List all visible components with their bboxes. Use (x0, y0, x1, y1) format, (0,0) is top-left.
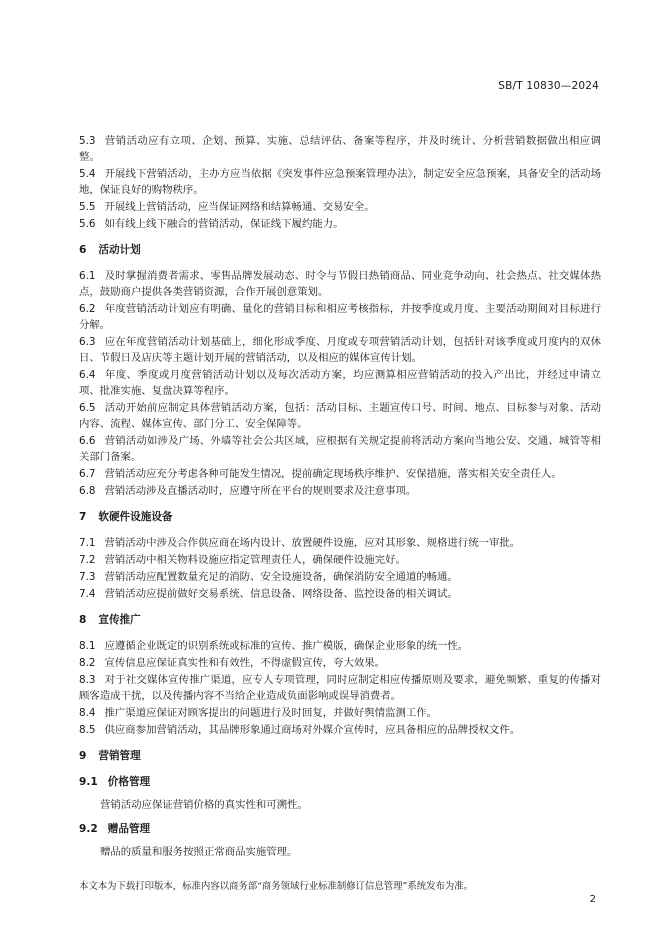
clause-8-3: 8.3 对于社交媒体宣传推广渠道，应专人专项管理，同时应制定相应传播原则及要求，避免频繁、重复的传播对顾客造成干扰，以及传播内容不当给企业造成负面影响或误导消费者。 (79, 674, 601, 702)
clause-7-3: 7.3 营销活动应配置数量充足的消防、安全设施设备，确保消防安全通道的畅通。 (79, 571, 458, 583)
clause-6-4: 6.4 年度、季度或月度营销活动计划以及每次活动方案，均应测算相应营销活动的投入产出比，并经过申请立项、批准实施、复盘决算等程序。 (79, 369, 601, 397)
clause-6-2: 6.2 年度营销活动计划应有明确、量化的营销目标和相应考核指标，并按季度或月度、主要活动期间对目标进行分解。 (79, 303, 601, 331)
section-6-heading: 6 活动计划 (79, 244, 141, 256)
standard-code: SB/T 10830—2024 (498, 80, 599, 92)
clause-6-1: 6.1 及时掌握消费者需求、零售品牌发展动态、时令与节假日热销商品、同业竞争动向、社会热点、社交媒体热点，鼓励商户提供各类营销资源，合作开展创意策划。 (79, 270, 601, 298)
clause-6-3: 6.3 应在年度营销活动计划基础上，细化形成季度、月度或专项营销活动计划，包括针对该季度或月度内的双休日、节假日及店庆等主题计划开展的营销活动，以及相应的媒体宣传计划。 (79, 336, 601, 364)
section-7-heading: 7 软硬件设施设备 (79, 511, 173, 523)
clause-5-4: 5.4 开展线下营销活动，主办方应当依据《突发事件应急预案管理办法》，制定安全应急预案，具备安全的活动场地，保证良好的购物秩序。 (79, 168, 601, 196)
subsection-9-2-heading: 9.2 赠品管理 (79, 823, 151, 835)
subsection-9-1-text: 营销活动应保证营销价格的真实性和可溯性。 (100, 799, 308, 811)
clause-7-2: 7.2 营销活动中相关物料设施应指定管理责任人，确保硬件设施完好。 (79, 554, 406, 566)
subsection-9-2-text: 赠品的质量和服务按照正常商品实施管理。 (100, 846, 298, 858)
clause-5-3: 5.3 营销活动应有立项、企划、预算、实施、总结评估、备案等程序，并及时统计、分析营销数据做出相应调整。 (79, 135, 601, 163)
document-body (79, 133, 601, 868)
clause-6-6: 6.6 营销活动如涉及广场、外墙等社会公共区域，应根据有关规定提前将活动方案向当地公安、交通、城管等相关部门备案。 (79, 435, 601, 463)
clause-7-4: 7.4 营销活动应提前做好交易系统、信息设备、网络设备、监控设备的相关调试。 (79, 588, 458, 600)
clause-5-6: 5.6 如有线上线下融合的营销活动，保证线下履约能力。 (79, 218, 344, 230)
clause-8-1: 8.1 应遵循企业既定的识别系统或标准的宣传、推广模版，确保企业形象的统一性。 (79, 640, 469, 652)
clause-7-1: 7.1 营销活动中涉及合作供应商在场内设计、放置硬件设施，应对其形象、规格进行统一审批。 (79, 537, 521, 549)
clause-8-2: 8.2 宣传信息应保证真实性和有效性，不得虚假宣传，夸大效果。 (79, 657, 386, 669)
footer-note: 本文本为下载打印版本，标准内容以商务部“商务领域行业标准制修订信息管理”系统发布为准。 (79, 881, 473, 892)
clause-6-7: 6.7 营销活动应充分考虑各种可能发生情况，提前确定现场秩序维护、安保措施，落实相关安全责任人。 (79, 468, 562, 480)
clause-5-5: 5.5 开展线上营销活动，应当保证网络和结算畅通、交易安全。 (79, 201, 375, 213)
page-number: 2 (589, 894, 596, 905)
clause-8-4: 8.4 推广渠道应保证对顾客提出的问题进行及时回复，并做好舆情监测工作。 (79, 707, 438, 719)
clause-6-8: 6.8 营销活动涉及直播活动时，应遵守所在平台的规则要求及注意事项。 (79, 485, 417, 497)
clause-6-5: 6.5 活动开始前应制定具体营销活动方案，包括：活动目标、主题宣传口号、时间、地点、目标参与对象、活动内容、流程、媒体宣传、部门分工、安全保障等。 (79, 402, 601, 430)
section-9-heading: 9 营销管理 (79, 750, 141, 762)
subsection-9-1-heading: 9.1 价格管理 (79, 776, 151, 788)
section-8-heading: 8 宣传推广 (79, 614, 141, 626)
clause-8-5: 8.5 供应商参加营销活动，其品牌形象通过商场对外媒介宣传时，应具备相应的品牌授权文件。 (79, 724, 521, 736)
